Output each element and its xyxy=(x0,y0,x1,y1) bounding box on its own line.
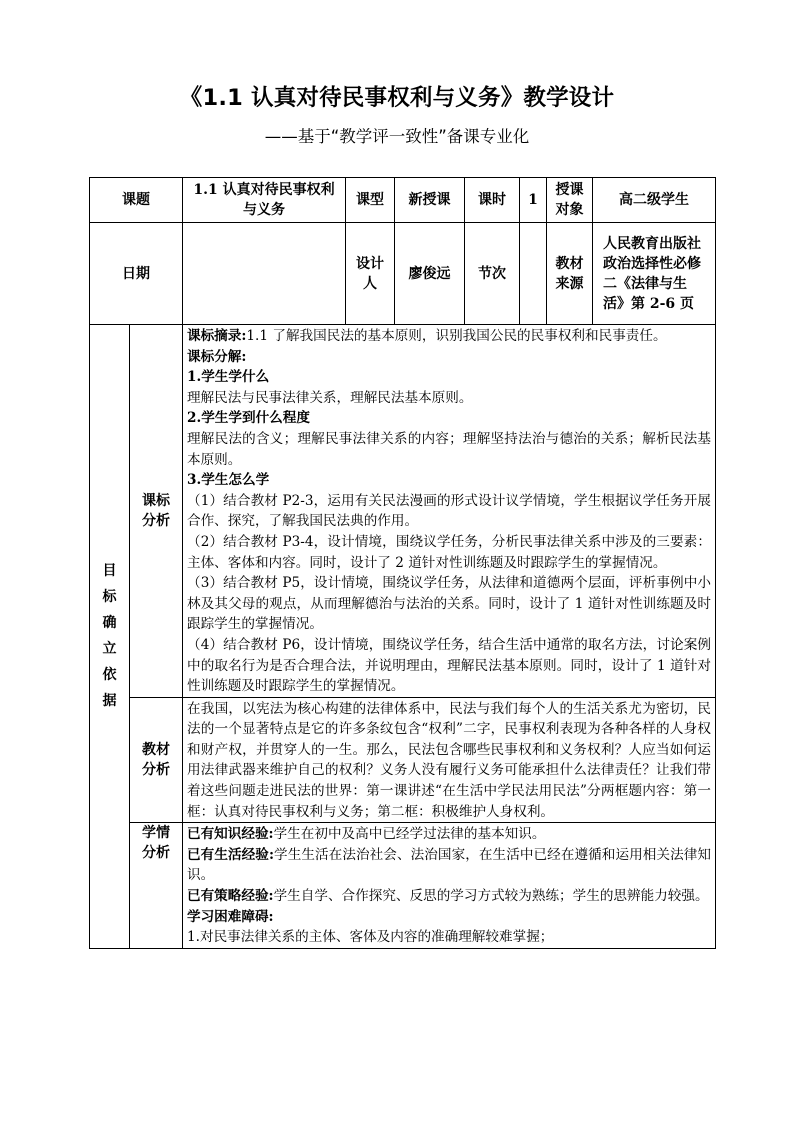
curriculum-analysis-label: 课标分析 xyxy=(130,325,183,698)
question-2-head: 2.学生学到什么程度 xyxy=(187,410,310,427)
list-item: 1.对民事法律关系的主体、客体及内容的准确理解较难掌握； xyxy=(187,929,554,946)
designer-label: 设计人 xyxy=(346,223,395,325)
knowledge-experience: 已有知识经验:学生在初中及高中已经学过法律的基本知识。 xyxy=(187,826,546,843)
question-1-head: 1.学生学什么 xyxy=(187,369,270,386)
lesson-type-value: 新授课 xyxy=(395,178,465,223)
audience-label: 授课对象 xyxy=(547,178,593,223)
curriculum-excerpt: 课标摘录:1.1 了解我国民法的基本原则，识别我国公民的民事权利和民事责任。 xyxy=(187,328,667,344)
student-analysis-label: 学情分析 xyxy=(130,823,183,949)
list-item: （4）结合教材 P6，设计情境，围绕议学任务，结合生活中通常的取名方法，讨论案例中的取名行为是否合理合法，并说明理由，理解民法基本原则。同时，设计了 1 道针对性训练题及时跟踪学生的掌握情况。 xyxy=(187,636,711,695)
textbook-analysis-label: 教材分析 xyxy=(130,697,183,823)
audience-value: 高二级学生 xyxy=(593,178,716,223)
list-item: （1）结合教材 P2-3，运用有关民法漫画的形式设计议学情境，学生根据议学任务开展合作、探究，了解我国民法典的作用。 xyxy=(187,492,711,530)
life-experience: 已有生活经验:学生生活在法治社会、法治国家，在生活中已经在遵循和运用相关法律知识。 xyxy=(187,846,711,884)
document-title: 《1.1 认真对待民事权利与义务》教学设计 xyxy=(179,85,615,111)
table-row xyxy=(90,823,716,949)
section-label: 节次 xyxy=(465,223,520,325)
lesson-design-table xyxy=(89,177,716,949)
document-subtitle: ——基于“教学评一致性”备课专业化 xyxy=(264,127,530,146)
list-item: （3）结合教材 P5，设计情境，围绕议学任务，从法律和道德两个层面，评析事例中小林及其父母的观点，从而理解德治与法治的关系。同时，设计了 1 道针对性训练题及时跟踪学生的掌握情况。 xyxy=(187,575,711,633)
list-item: （2）结合教材 P3-4，设计情境，围绕议学任务，分析民事法律关系中涉及的三要素：主体、客体和内容。同时，设计了 2 道针对性训练题及时跟踪学生的掌握情况。 xyxy=(187,533,711,571)
date-label: 日期 xyxy=(90,223,183,325)
table-row xyxy=(90,325,716,698)
topic-label: 课题 xyxy=(90,178,183,223)
date-value xyxy=(183,223,346,325)
topic-value: 1.1 认真对待民事权利与义务 xyxy=(183,178,346,223)
textbook-source-value: 人民教育出版社政治选择性必修二《法律与生活》第 2-6 页 xyxy=(593,223,716,325)
class-hours-value: 1 xyxy=(520,178,547,223)
target-basis-label: 目 标 确 立 依 据 xyxy=(90,325,130,949)
textbook-analysis-content: 在我国，以宪法为核心构建的法律体系中，民法与我们每个人的生活关系尤为密切，民法的一个显著特点是它的许多条纹包含“权利”二字，民事权利表现为各种各样的人身权和财产权，并贯穿人的一生。那么，民法包含哪些民事权利和义务权利？人应当如何运用法律武器来维护自己的权利？义务人没有履行义务可能承担什么法律责任？让我们带着这些问题走进民法的世界：第一课讲述“在生活中学民法用民法”分两框题内容：第一框：认真对待民事权利与义务；第二框：积极维护人身权利。 xyxy=(183,697,716,823)
strategy-experience: 已有策略经验:学生自学、合作探究、反思的学习方式较为熟练；学生的思辨能力较强。 xyxy=(187,888,709,905)
section-value xyxy=(520,223,547,325)
class-hours-label: 课时 xyxy=(465,178,520,223)
question-2-text: 理解民法的含义；理解民事法律关系的内容；理解坚持法治与德治的关系；解析民法基本原则。 xyxy=(187,430,711,468)
table-row xyxy=(90,223,716,325)
table-row xyxy=(90,178,716,223)
question-1-text: 理解民法与民事法律关系，理解民法基本原则。 xyxy=(187,389,473,406)
question-3-head: 3.学生怎么学 xyxy=(187,472,270,489)
lesson-type-label: 课型 xyxy=(346,178,395,223)
designer-value: 廖俊远 xyxy=(395,223,465,325)
student-analysis-content xyxy=(183,823,716,949)
table-row xyxy=(90,697,716,823)
textbook-source-label: 教材来源 xyxy=(547,223,593,325)
curriculum-analysis-content xyxy=(183,325,716,698)
learning-difficulty-head: 学习困难障碍: xyxy=(187,908,274,925)
curriculum-breakdown-head: 课标分解: xyxy=(187,348,247,365)
